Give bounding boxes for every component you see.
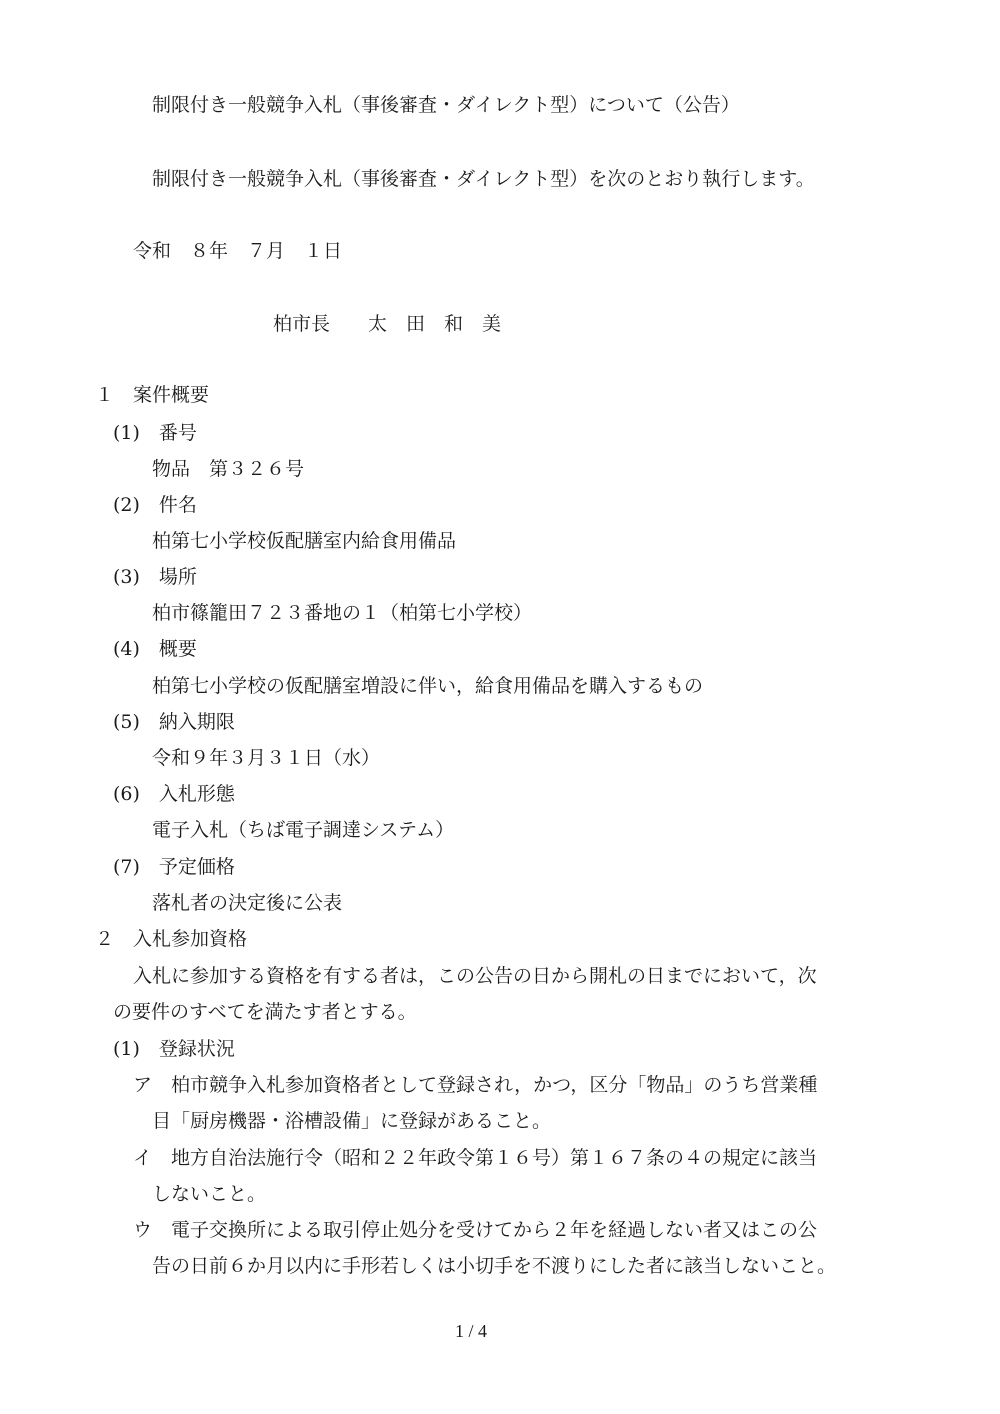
item-label-deadline: (5) 納入期限 bbox=[113, 711, 235, 733]
item-label-location: (3) 場所 bbox=[113, 566, 197, 588]
item-value-name: 柏第七小学校仮配膳室内給食用備品 bbox=[152, 530, 457, 552]
requirement-a-line1: ア 柏市競争入札参加資格者として登録され，かつ，区分「物品」のうち営業種 bbox=[133, 1074, 818, 1096]
document-title: 制限付き一般競争入札（事後審査・ダイレクト型）について（公告） bbox=[152, 94, 740, 116]
section2-intro-line1: 入札に参加する資格を有する者は，この公告の日から開札の日までにおいて，次 bbox=[133, 965, 817, 987]
section1-heading: １ 案件概要 bbox=[95, 384, 210, 406]
page-number: 1 / 4 bbox=[455, 1321, 488, 1341]
requirement-a-line2: 目「厨房機器・浴槽設備」に登録があること。 bbox=[152, 1110, 552, 1132]
item-value-summary: 柏第七小学校の仮配膳室増設に伴い，給食用備品を購入するもの bbox=[152, 675, 704, 697]
section2-heading: ２ 入札参加資格 bbox=[95, 928, 248, 950]
item-value-bid-format: 電子入札（ちば電子調達システム） bbox=[152, 819, 455, 841]
item-label-price: (7) 予定価格 bbox=[113, 856, 235, 878]
sub1-label: (1) 登録状況 bbox=[113, 1038, 235, 1060]
requirement-u-line1: ウ 電子交換所による取引停止処分を受けてから２年を経過しない者又はこの公 bbox=[133, 1219, 818, 1241]
section2-intro-line2: の要件のすべてを満たす者とする。 bbox=[113, 1001, 417, 1023]
requirement-i-line1: イ 地方自治法施行令（昭和２２年政令第１６号）第１６７条の４の規定に該当 bbox=[133, 1147, 818, 1169]
item-label-number: (1) 番号 bbox=[113, 422, 197, 444]
item-value-price: 落札者の決定後に公表 bbox=[152, 892, 343, 914]
requirement-u-line2: 告の日前６か月以内に手形若しくは小切手を不渡りにした者に該当しないこと。 bbox=[152, 1255, 837, 1277]
item-label-summary: (4) 概要 bbox=[113, 638, 197, 660]
item-value-location: 柏市篠籠田７２３番地の１（柏第七小学校） bbox=[152, 602, 533, 624]
signatory: 柏市長 太 田 和 美 bbox=[273, 313, 502, 335]
item-value-deadline: 令和９年３月３１日（水） bbox=[152, 747, 381, 769]
notice-date: 令和 ８年 ７月 １日 bbox=[133, 240, 343, 262]
item-label-name: (2) 件名 bbox=[113, 494, 197, 516]
item-value-number: 物品 第３２６号 bbox=[152, 458, 305, 480]
intro-text: 制限付き一般競争入札（事後審査・ダイレクト型）を次のとおり執行します。 bbox=[152, 168, 815, 190]
requirement-i-line2: しないこと。 bbox=[152, 1183, 267, 1205]
item-label-bid-format: (6) 入札形態 bbox=[113, 783, 235, 805]
